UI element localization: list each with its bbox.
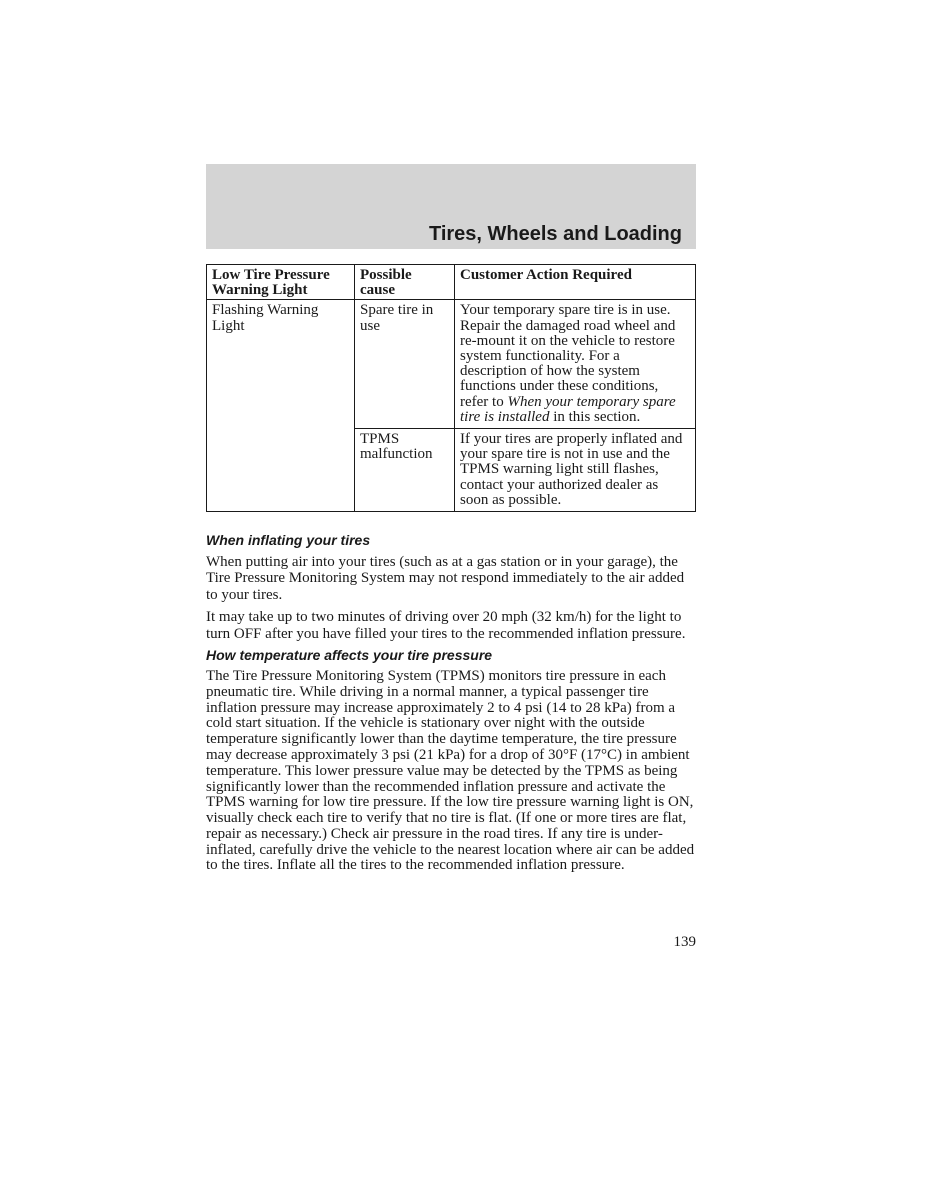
- body-content: [206, 532, 696, 879]
- page-number: 139: [673, 934, 696, 950]
- column-header-customer-action: Customer Action Required: [455, 265, 696, 300]
- table-row: [207, 300, 696, 429]
- cell-action-text: Your temporary spare tire is in use. Repair the damaged road wheel and re-mount it on the vehicle to restore system functionality. For a description of how the system functions under these conditions, refer to: [460, 302, 676, 410]
- heading-temperature: How temperature affects your tire pressure: [206, 647, 493, 664]
- cell-warning-light: Flashing Warning Light: [207, 300, 355, 512]
- cell-cause: Spare tire in use: [355, 300, 455, 429]
- table-header-row: [207, 265, 696, 300]
- cell-action-text-end: in this section.: [549, 408, 641, 425]
- column-header-possible-cause: Possible cause: [355, 265, 455, 300]
- paragraph-inflating-1: When putting air into your tires (such as at a gas station or in your garage), the Tire Pressure Monitoring System may not respond immediately to the air added to your tires.: [206, 553, 685, 604]
- cell-action: If your tires are properly inflated and your spare tire is not in use and the TPMS warning light still flashes, contact your authorized dealer as soon as possible.: [455, 429, 696, 512]
- cell-cause: TPMS malfunction: [355, 429, 455, 512]
- section-header-band: [206, 164, 696, 249]
- paragraph-inflating-2: It may take up to two minutes of driving over 20 mph (32 km/h) for the light to turn OFF after you have filled your tires to the recommended inflation pressure.: [206, 608, 686, 642]
- section-title: Tires, Wheels and Loading: [428, 223, 682, 245]
- column-header-warning-light: Low Tire Pressure Warning Light: [207, 265, 355, 300]
- tpms-warning-table: [206, 264, 696, 512]
- paragraph-temperature: The Tire Pressure Monitoring System (TPMS) monitors tire pressure in each pneumatic tire. While driving in a normal manner, a typical passenger tire inflation pressure may increase approximately 2 to 4 psi (14 to 28 kPa) from a cold start situation. If the vehicle is stationary over night with the outside temperature significantly lower than the daytime temperature, the tire pressure may decrease approximately 3 psi (21 kPa) for a drop of 30°F (17°C) in ambient temperature. This lower pressure value may be detected by the TPMS as being significantly lower than the recommended inflation pressure and activate the TPMS warning for low tire pressure. If the low tire pressure warning light is ON, visually check each tire to verify that no tire is flat. (If one or more tires are flat, repair as necessary.) Check air pressure in the road tires. If any tire is under-inflated, carefully drive the vehicle to the nearest location where air can be added to the tires. Inflate all the tires to the recommended inflation pressure.: [206, 667, 695, 874]
- cell-action: [455, 300, 696, 429]
- cell-action-reference: When your temporary spare tire is installed: [460, 393, 676, 425]
- heading-inflating-tires: When inflating your tires: [206, 532, 371, 548]
